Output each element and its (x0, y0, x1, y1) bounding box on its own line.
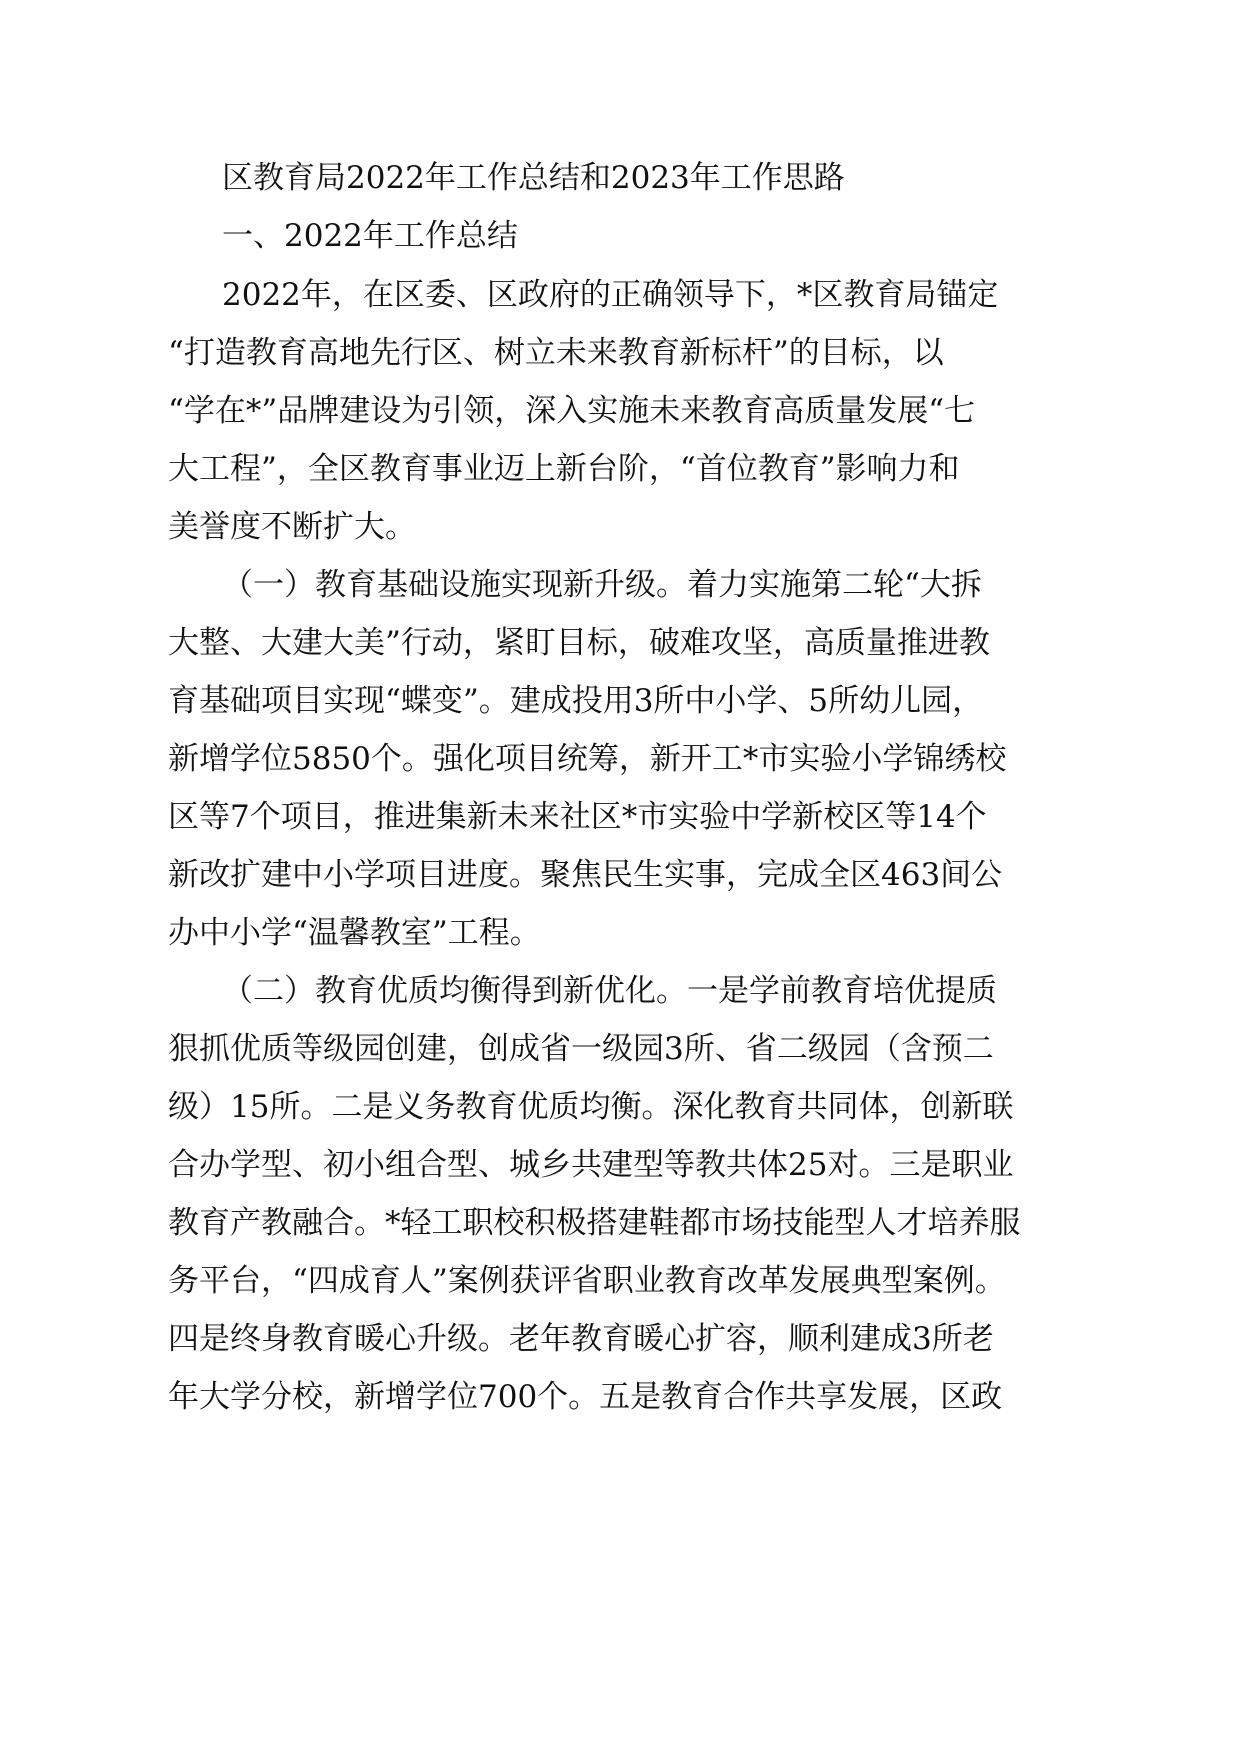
paragraph-line: 狠抓优质等级园创建，创成省一级园3所、省二级园（含预二 (168, 1031, 994, 1067)
paragraph-line: 育基础项目实现“蝶变”。建成投用3所中小学、5所幼儿园， (168, 683, 984, 719)
paragraph-line: “学在*”品牌建设为引领，深入实施未来教育高质量发展“七 (168, 393, 976, 429)
paragraph-line: （一）教育基础设施实现新升级。着力实施第二轮“大拆 (222, 567, 982, 603)
paragraph-line: 四是终身教育暖心升级。老年教育暖心扩容，顺利建成3所老 (168, 1321, 994, 1357)
paragraph-line: 美誉度不断扩大。 (168, 509, 416, 545)
section-heading: 一、2022年工作总结 (222, 218, 518, 254)
paragraph-line: 区等7个项目，推进集新未来社区*市实验中学新校区等14个 (168, 799, 987, 835)
paragraph-line: 2022年，在区委、区政府的正确领导下，*区教育局锚定 (222, 277, 999, 313)
paragraph-line: 新增学位5850个。强化项目统筹，新开工*市实验小学锦绣校 (168, 741, 1007, 777)
paragraph-line: 大整、大建大美”行动，紧盯目标，破难攻坚，高质量推进教 (168, 625, 990, 661)
paragraph-line: 合办学型、初小组合型、城乡共建型等教共体25对。三是职业 (168, 1147, 1014, 1183)
paragraph-line: 办中小学“温馨教室”工程。 (168, 915, 541, 951)
paragraph-line: 年大学分校，新增学位700个。五是教育合作共享发展，区政 (168, 1379, 1003, 1415)
paragraph-line: （二）教育优质均衡得到新优化。一是学前教育培优提质 (222, 973, 997, 1009)
paragraph-line: 新改扩建中小学项目进度。聚焦民生实事，完成全区463间公 (168, 857, 1003, 893)
paragraph-line: 教育产教融合。*轻工职校积极搭建鞋都市场技能型人才培养服 (168, 1205, 1021, 1241)
document-title: 区教育局2022年工作总结和2023年工作思路 (222, 160, 845, 196)
paragraph-line: 务平台，“四成育人”案例获评省职业教育改革发展典型案例。 (168, 1263, 1006, 1299)
paragraph-line: 级）15所。二是义务教育优质均衡。深化教育共同体，创新联 (168, 1089, 1014, 1125)
paragraph-line: “打造教育高地先行区、树立未来教育新标杆”的目标，以 (168, 335, 944, 371)
paragraph-line: 大工程”，全区教育事业迈上新台阶，“首位教育”影响力和 (168, 451, 960, 487)
